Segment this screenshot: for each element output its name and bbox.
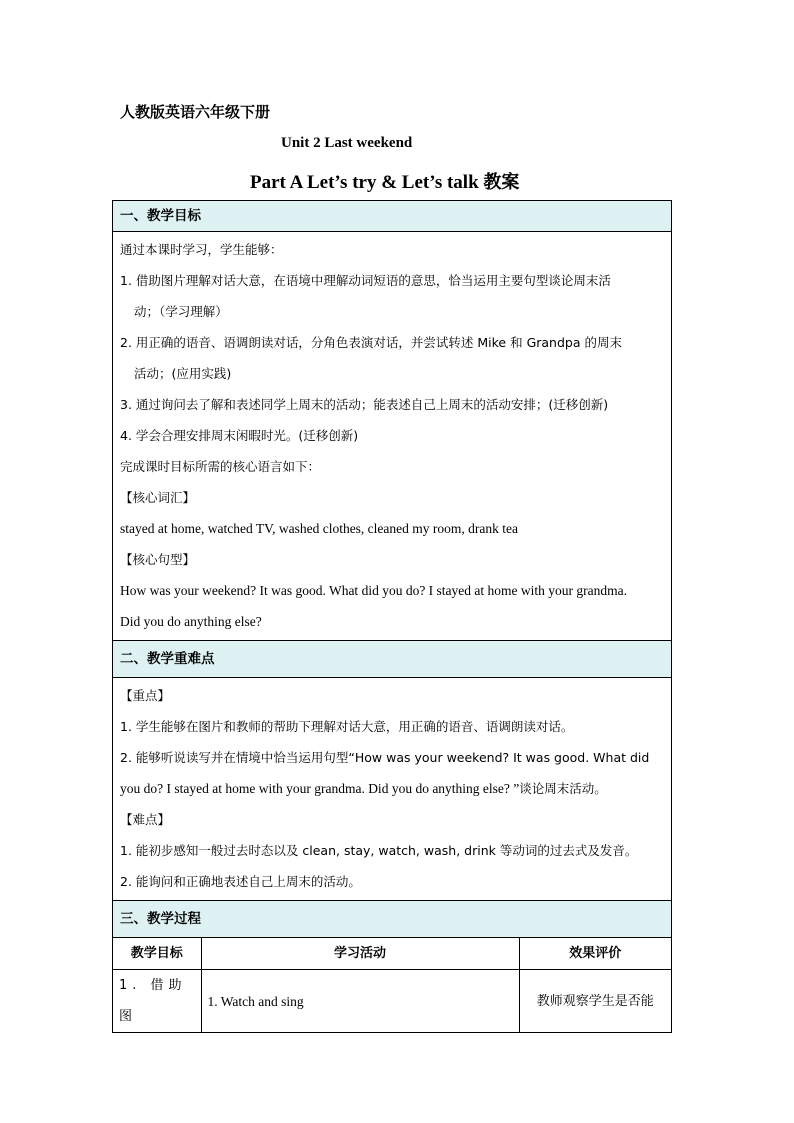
row-activity: 1. Watch and sing — [201, 970, 519, 1033]
lesson-plan-table — [112, 200, 672, 1033]
table-row — [113, 970, 671, 1033]
process-heading: 三、教学过程 — [113, 900, 671, 938]
vocab-label: 【核心词汇】 — [120, 490, 196, 505]
sentence-line-2: Did you do anything else? — [120, 614, 262, 629]
difficulty-label: 【难点】 — [120, 812, 171, 827]
row-evaluation: 教师观察学生是否能 — [519, 970, 671, 1033]
objectives-body — [113, 232, 671, 640]
col-header-activity: 学习活动 — [201, 938, 519, 970]
focus-2-cn: 谈论周末活动。 — [519, 781, 607, 796]
publisher-line: 人教版英语六年级下册 — [120, 103, 271, 121]
col-header-goal: 教学目标 — [113, 938, 201, 970]
lesson-title — [250, 168, 519, 194]
lesson-title-cn: 教案 — [483, 172, 520, 193]
sentence-label: 【核心句型】 — [120, 552, 196, 567]
core-language-intro: 完成课时目标所需的核心语言如下： — [120, 459, 321, 474]
objectives-heading: 一、教学目标 — [113, 201, 671, 232]
row-goal: 1. 借助图 — [113, 970, 201, 1033]
sentence-line-1: How was your weekend? It was good. What did you do? I stayed at home with your grandma. — [120, 583, 628, 598]
col-header-evaluation: 效果评价 — [519, 938, 671, 970]
difficulty-2: 2. 能询问和正确地表述自己上周末的活动。 — [120, 874, 361, 889]
objective-4: 4. 学会合理安排周末闲暇时光。(迁移创新) — [120, 428, 359, 443]
focus-2-en: you do? I stayed at home with your grandma. Did you do anything else? ” — [120, 781, 520, 796]
difficulty-1: 1. 能初步感知一般过去时态以及 clean, stay, watch, wash, drink 等动词的过去式及发音。 — [120, 843, 638, 858]
process-table — [113, 938, 671, 1033]
key-points-heading: 二、教学重难点 — [113, 640, 671, 678]
objective-2-line-1: 2. 用正确的语音、语调朗读对话，分角色表演对话，并尝试转述 Mike 和 Grandpa 的周末 — [120, 335, 622, 350]
key-points-body — [113, 678, 671, 900]
objective-1-line-2: 动；（学习理解） — [134, 304, 228, 319]
focus-label: 【重点】 — [120, 688, 171, 703]
lesson-title-en: Part A Let’s try & Let’s talk — [250, 172, 479, 193]
focus-1: 1. 学生能够在图片和教师的帮助下理解对话大意，用正确的语音、语调朗读对话。 — [120, 719, 574, 734]
objectives-intro: 通过本课时学习，学生能够： — [120, 242, 283, 257]
objective-1-line-1: 1. 借助图片理解对话大意，在语境中理解动词短语的意思，恰当运用主要句型谈论周末活 — [120, 273, 611, 288]
vocab-list: stayed at home, watched TV, washed clothes, cleaned my room, drank tea — [120, 521, 518, 536]
focus-2-line-1: 2. 能够听说读写并在情境中恰当运用句型“How was your weekend? It was good. What did — [120, 750, 650, 765]
focus-2-line-2 — [120, 773, 664, 804]
objective-2-line-2: 活动；(应用实践) — [134, 366, 232, 381]
objective-3: 3. 通过询问去了解和表述同学上周末的活动；能表述自己上周末的活动安排；(迁移创新) — [120, 397, 609, 412]
process-header-row — [113, 938, 671, 970]
unit-title: Unit 2 Last weekend — [281, 135, 413, 151]
